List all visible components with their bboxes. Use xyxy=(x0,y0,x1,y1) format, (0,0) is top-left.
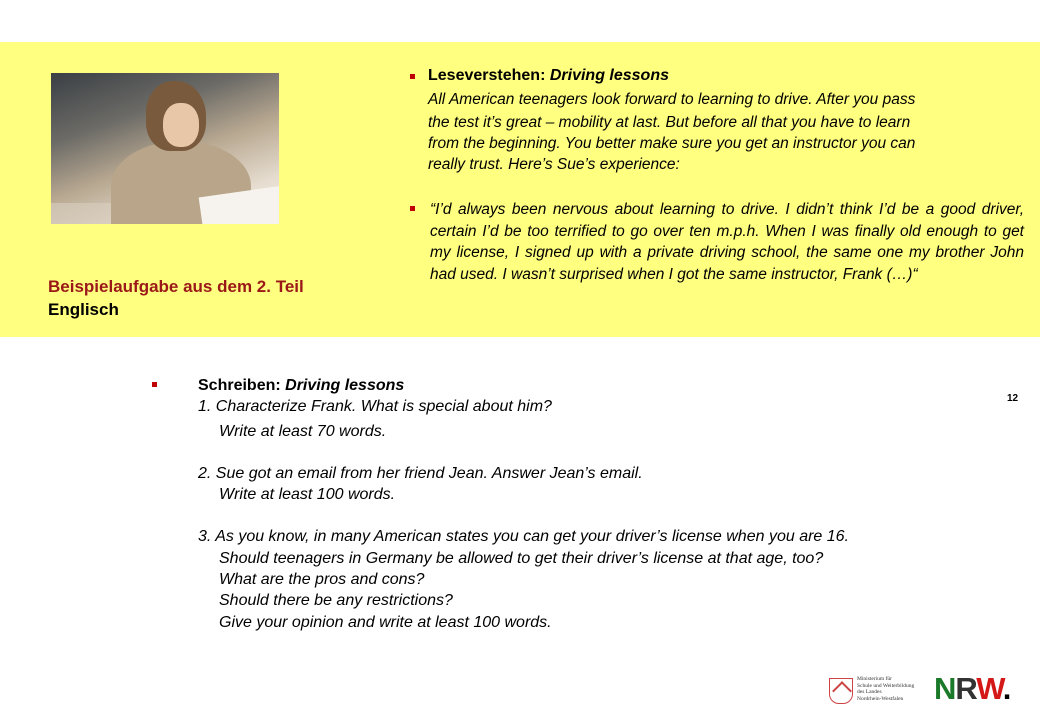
leseverstehen-intro: All American teenagers look forward to learning to drive. After you pass the test it’s great – mobility at last. But before all that you have to learn from the beginning. You better make sure you get an instructor you can really trust. Here’s Sue’s experience: xyxy=(428,91,916,173)
task-3-sub-1: Should teenagers in Germany be allowed to get their driver’s license at that age, too? xyxy=(219,549,824,567)
schreiben-heading: Schreiben: Driving lessons xyxy=(198,377,405,394)
task-3: 3. As you know, in many American states you can get your driver’s license when you are 16. xyxy=(198,528,849,546)
bullet-icon xyxy=(152,382,157,387)
leseverstehen-heading: Leseverstehen: Driving lessons xyxy=(428,67,669,84)
student-writing-photo xyxy=(51,73,279,224)
title-line-2: Englisch xyxy=(48,300,119,319)
task-1-sub: Write at least 70 words. xyxy=(219,422,387,440)
slide-title xyxy=(48,275,304,321)
task-3-sub-4: Give your opinion and write at least 100 words. xyxy=(219,613,552,631)
sue-quote: “I’d always been nervous about learning to drive. I didn’t think I’d be a good driver, certain I’d be too terrified to go over ten m.p.h. When I was finally old enough to get my license, I signed up with a private driving school, the same one my brother John had used. I wasn’t surprised when I got the same instructor, Frank (…)“ xyxy=(430,201,1024,283)
ministry-logo: Ministerium für Schule und Weiterbildung des Landes Nordrhein-Westfalen xyxy=(829,676,929,704)
nrw-crest-icon xyxy=(829,678,853,704)
task-2: 2. Sue got an email from her friend Jean. Answer Jean’s email. xyxy=(198,464,643,482)
task-2-sub: Write at least 100 words. xyxy=(219,486,396,504)
task-1: 1. Characterize Frank. What is special about him? xyxy=(198,398,552,416)
bullet-icon xyxy=(410,206,415,211)
task-3-sub-2: What are the pros and cons? xyxy=(219,571,425,589)
task-3-sub-3: Should there be any restrictions? xyxy=(219,592,453,610)
title-line-1: Beispielaufgabe aus dem 2. Teil xyxy=(48,277,304,296)
page-number: 12 xyxy=(1007,393,1019,404)
bullet-icon xyxy=(410,74,415,79)
schreiben-tasks xyxy=(198,375,849,633)
nrw-logo: NRW. xyxy=(934,671,1011,706)
